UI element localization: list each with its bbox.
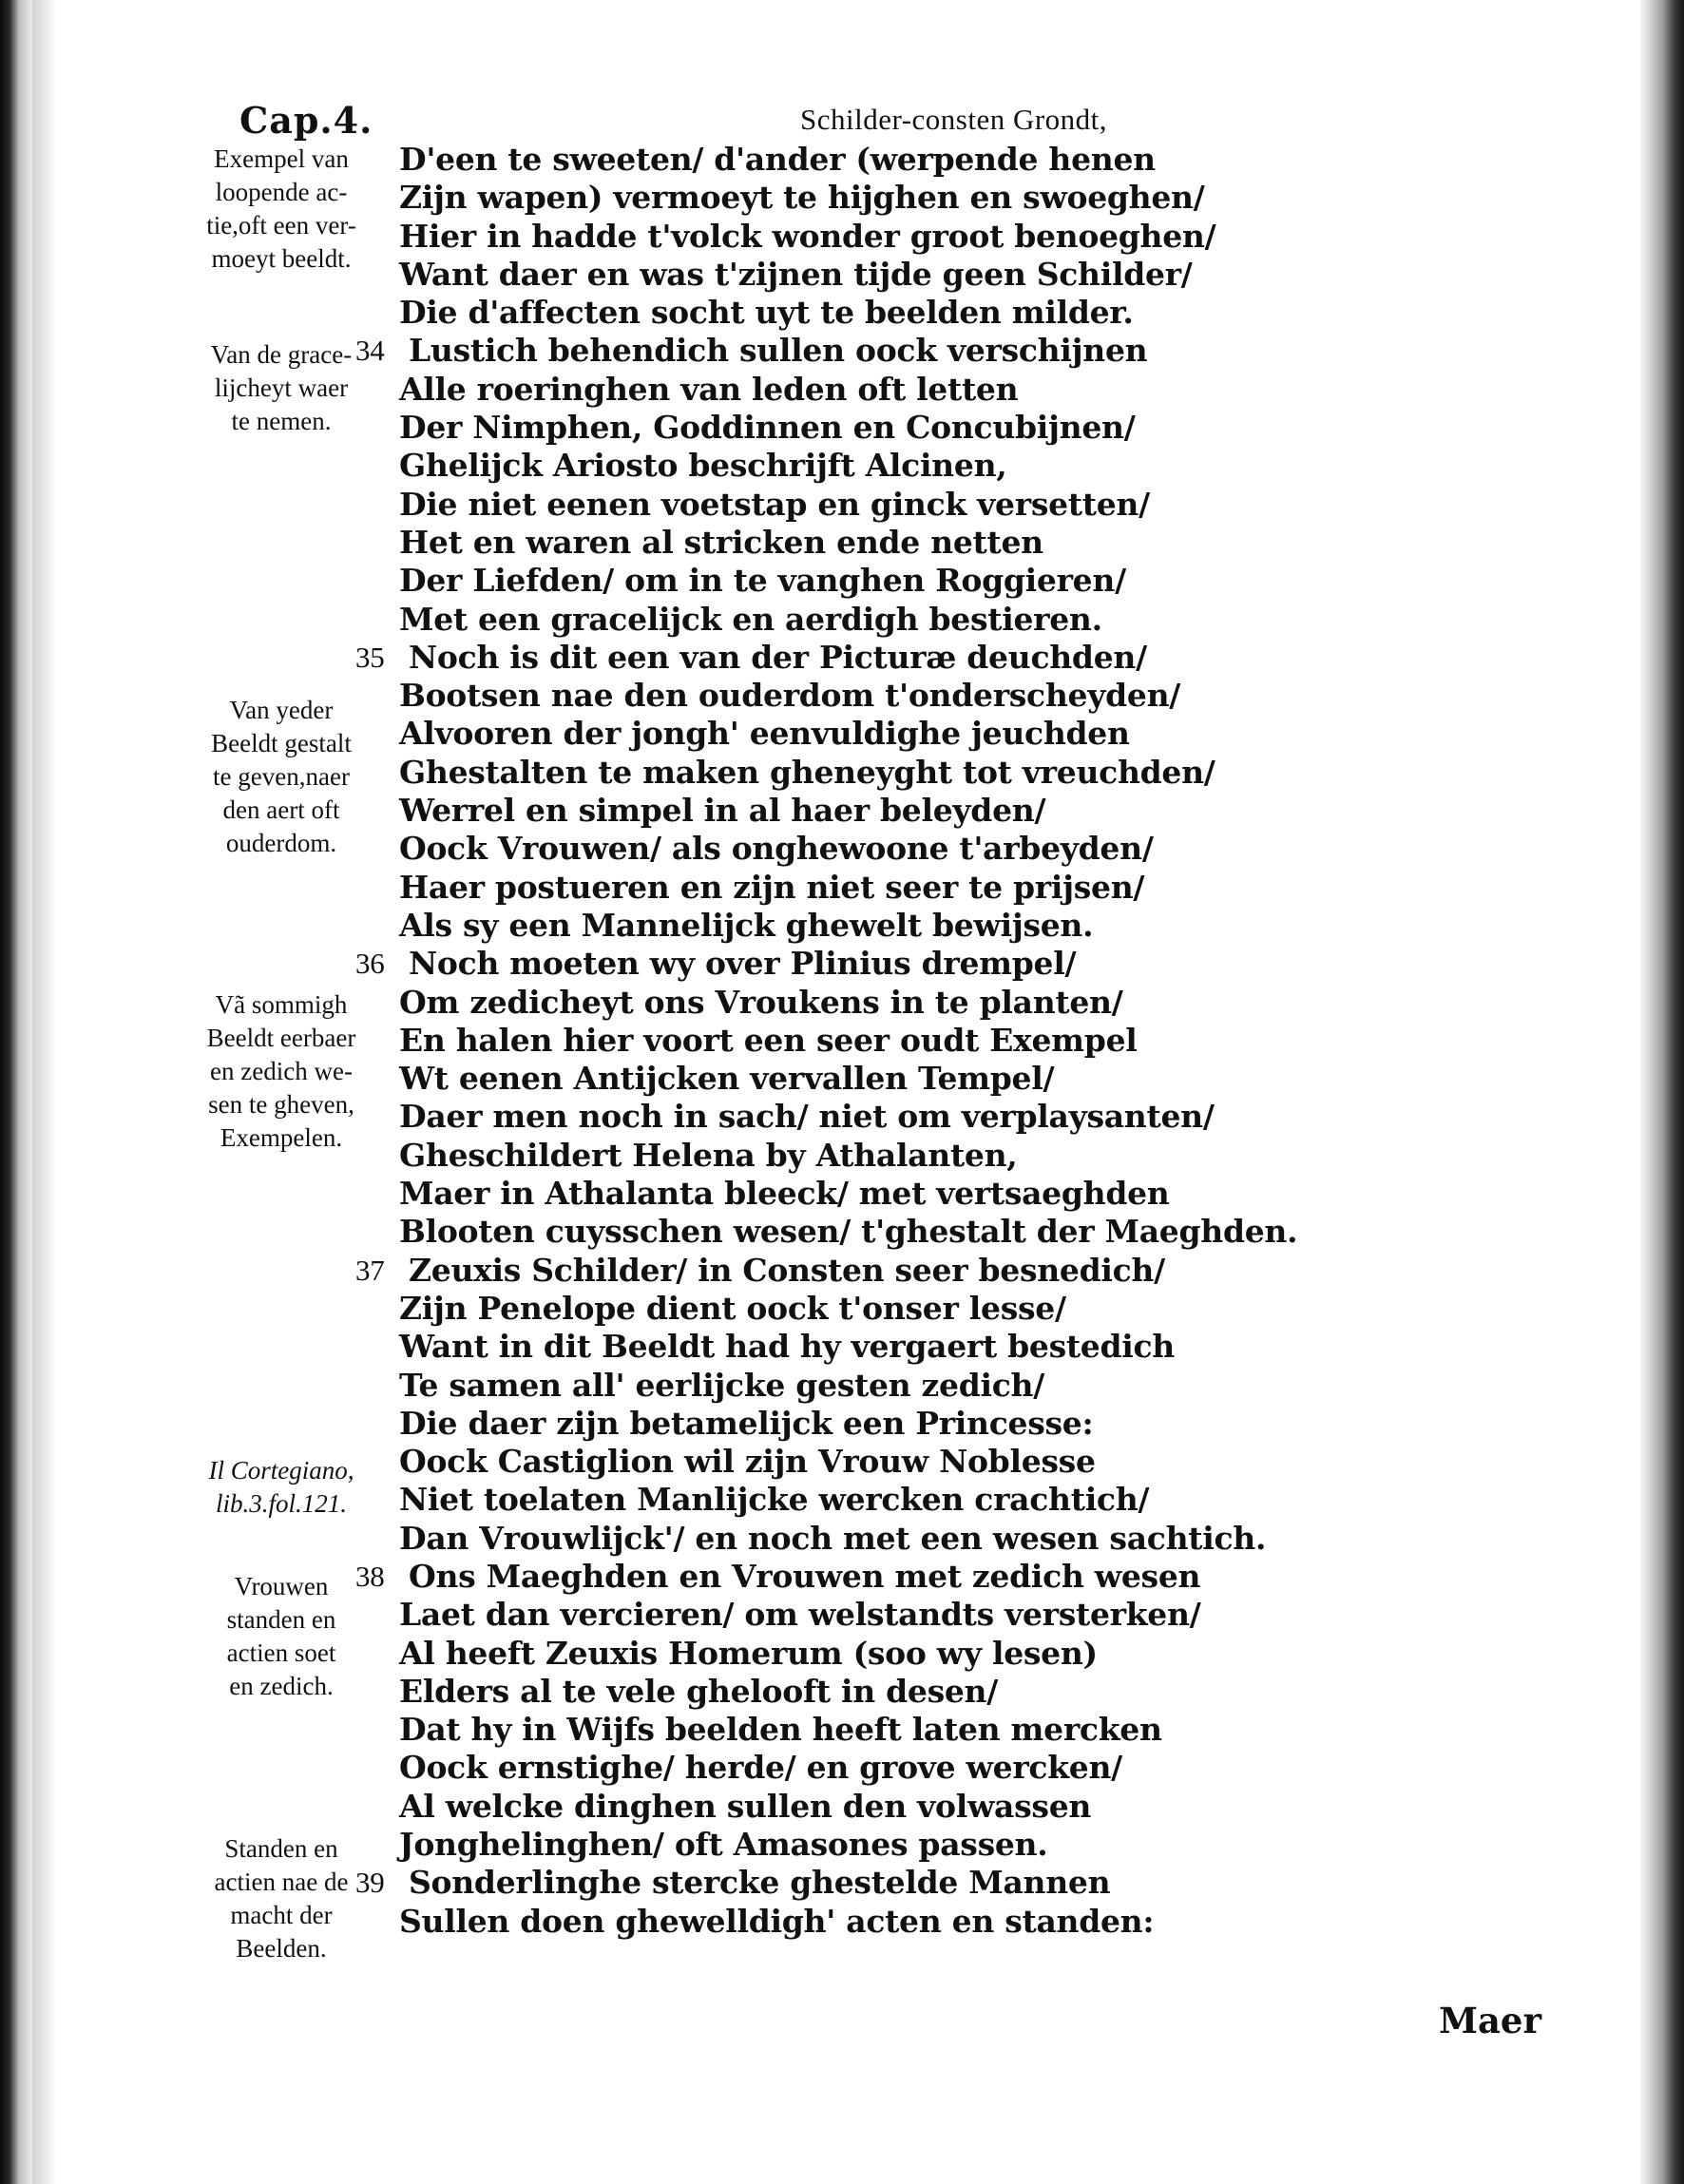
- margin-note-line: tie,oft een ver-: [206, 211, 356, 239]
- verse-line: [399, 1443, 1297, 1481]
- margin-note-vrouwen: [167, 1570, 395, 1703]
- scan-edge-left: [0, 0, 32, 2184]
- verse-text: Sonderlinghe stercke ghestelde Mannen: [409, 1864, 1111, 1902]
- verse-text: D'een te sweeten/ d'ander (werpende henen: [399, 141, 1156, 178]
- margin-note-line: Beeldt gestalt: [211, 729, 352, 757]
- verse-line: [399, 1903, 1297, 1941]
- verse-text: Zeuxis Schilder/ in Consten seer besnedich/: [409, 1251, 1165, 1289]
- margin-note-gestalt: [167, 694, 395, 860]
- verse-line: [399, 1481, 1297, 1519]
- verse-text: Der Liefden/ om in te vanghen Roggieren/: [399, 562, 1126, 600]
- verse-text: Alle roeringhen van leden oft letten: [399, 370, 1019, 408]
- catchword: Maer: [1439, 2000, 1541, 2041]
- verse-text: Haer postueren en zijn niet seer te prijsen/: [399, 868, 1145, 906]
- verse-line: [399, 1137, 1297, 1175]
- verse-line: [399, 218, 1297, 256]
- verse-text: Niet toelaten Manlijcke wercken crachtich/: [399, 1481, 1150, 1519]
- margin-note-line: Standen en: [224, 1834, 338, 1863]
- verse-block: [355, 141, 1298, 1941]
- verse-line: [399, 1290, 1297, 1328]
- verse-text: Want in dit Beeldt had hy vergaert bestedich: [399, 1328, 1175, 1366]
- verse-text: Al heeft Zeuxis Homerum (soo wy lesen): [399, 1634, 1098, 1672]
- verse-text: Met een gracelijck en aerdigh bestieren.: [399, 600, 1102, 638]
- chapter-heading: Cap.4.: [239, 99, 373, 142]
- verse-text: Der Nimphen, Goddinnen en Concubijnen/: [399, 409, 1136, 447]
- verse-line: [399, 1405, 1297, 1443]
- margin-note-line: lib.3.fol.121.: [215, 1489, 347, 1518]
- verse-line: [399, 1175, 1297, 1213]
- scan-edge-right: [1640, 0, 1684, 2184]
- verse-line: [399, 1788, 1297, 1826]
- margin-note-line: Vrouwen: [234, 1572, 329, 1600]
- verse-text: Ghelijck Ariosto beschrijft Alcinen,: [399, 447, 1007, 485]
- verse-text: Te samen all' eerlijcke gesten zedich/: [399, 1366, 1044, 1404]
- stanza-number: 35: [355, 640, 385, 674]
- margin-note-line: sen te gheven,: [208, 1090, 354, 1119]
- verse-text: Blooten cuysschen wesen/ t'ghestalt der Maeghden.: [399, 1213, 1298, 1251]
- verse-line: [399, 1098, 1297, 1136]
- verse-text: Het en waren al stricken ende netten: [399, 523, 1043, 561]
- verse-line: [399, 869, 1297, 907]
- margin-note-zedich: [167, 988, 395, 1155]
- verse-line: [399, 792, 1297, 830]
- verse-line: [399, 1367, 1297, 1405]
- verse-text: Sullen doen ghewelldigh' acten en standen:: [399, 1902, 1155, 1940]
- verse-text: Elders al te vele ghelooft in desen/: [399, 1672, 998, 1710]
- verse-text: Om zedicheyt ons Vroukens in te planten/: [399, 983, 1123, 1021]
- verse-text: Dat hy in Wijfs beelden heeft laten mercken: [399, 1711, 1162, 1749]
- verse-text: Alvooren der jongh' eenvuldighe jeuchden: [399, 715, 1130, 753]
- verse-text: Daer men noch in sach/ niet om verplaysanten/: [399, 1098, 1215, 1136]
- verse-line: [399, 371, 1297, 409]
- verse-line: [399, 562, 1297, 600]
- margin-note-line: Exempel van: [214, 144, 349, 173]
- verse-text: Al welcke dinghen sullen den volwassen: [399, 1787, 1092, 1825]
- verse-text: Noch moeten wy over Plinius drempel/: [409, 945, 1077, 983]
- verse-line: [399, 524, 1297, 562]
- margin-note-gracelijcheyt: [167, 338, 395, 438]
- margin-note-line: te geven,naer: [213, 762, 350, 791]
- stanza-number: 36: [355, 947, 385, 981]
- verse-line: [399, 1060, 1297, 1098]
- verse-line: [355, 332, 1297, 370]
- margin-note-standen: [167, 1832, 395, 1965]
- verse-line: [355, 1251, 1297, 1290]
- verse-line: [399, 601, 1297, 639]
- verse-text: Maer in Athalanta bleeck/ met vertsaeghden: [399, 1175, 1170, 1213]
- margin-note-line: Van yeder: [229, 696, 334, 724]
- running-title: Schilder-consten Grondt,: [800, 103, 1108, 136]
- verse-text: Dan Vrouwlijck'/ en noch met een wesen sachtich.: [399, 1519, 1267, 1557]
- verse-line: [399, 294, 1297, 332]
- margin-note-line: moeyt beeldt.: [211, 244, 352, 273]
- margin-note-line: Beeldt eerbaer: [206, 1024, 356, 1052]
- verse-text: Wt eenen Antijcken vervallen Tempel/: [399, 1060, 1055, 1098]
- verse-line: [399, 1596, 1297, 1634]
- verse-text: Oock ernstighe/ herde/ en grove wercken/: [399, 1749, 1122, 1787]
- verse-line: [399, 1635, 1297, 1673]
- verse-line: [399, 1711, 1297, 1749]
- verse-line: [399, 677, 1297, 715]
- verse-text: Hier in hadde t'volck wonder groot benoeghen/: [399, 217, 1216, 255]
- verse-line: [355, 1864, 1297, 1902]
- verse-line: [399, 715, 1297, 753]
- verse-line: [399, 409, 1297, 447]
- margin-note-line: Il Cortegiano,: [208, 1456, 354, 1485]
- verse-line: [399, 256, 1297, 294]
- verse-line: [399, 984, 1297, 1022]
- verse-line: [355, 1557, 1297, 1596]
- verse-line: [399, 179, 1297, 217]
- margin-note-line: Van de grace-: [210, 340, 353, 369]
- verse-text: Ghestalten te maken gheneyght tot vreuchden/: [399, 753, 1215, 791]
- verse-line: [355, 638, 1297, 677]
- margin-note-line: macht der: [230, 1901, 333, 1929]
- margin-note-line: den aert oft: [222, 795, 340, 824]
- stanza-number: 39: [355, 1866, 385, 1900]
- verse-text: Ons Maeghden en Vrouwen met zedich wesen: [409, 1557, 1201, 1595]
- verse-line: [399, 1022, 1297, 1060]
- verse-text: Laet dan vercieren/ om welstandts versterken/: [399, 1596, 1201, 1634]
- margin-note-cortegiano: [167, 1454, 395, 1521]
- verse-text: En halen hier voort een seer oudt Exempel: [399, 1021, 1138, 1059]
- stanza-number: 38: [355, 1559, 385, 1593]
- verse-text: Die niet eenen voetstap en ginck versetten/: [399, 485, 1150, 523]
- verse-line: [399, 754, 1297, 792]
- margin-note-line: Vã sommigh: [215, 990, 348, 1019]
- verse-text: Lustich behendich sullen oock verschijnen: [409, 332, 1148, 370]
- margin-note-line: loopende ac-: [215, 178, 348, 206]
- spine-shadow: [32, 0, 57, 2184]
- verse-line: [399, 1213, 1297, 1251]
- verse-text: Die d'affecten socht uyt te beelden milder.: [399, 294, 1134, 332]
- margin-note-line: te nemen.: [231, 407, 332, 435]
- verse-line: [355, 945, 1297, 983]
- margin-note-line: actien nae de: [214, 1868, 349, 1896]
- verse-line: [399, 1673, 1297, 1711]
- verse-line: [399, 1520, 1297, 1558]
- verse-text: Als sy een Mannelijck ghewelt bewijsen.: [399, 906, 1094, 944]
- margin-note-exempel: [167, 143, 395, 276]
- verse-line: [399, 486, 1297, 524]
- verse-line: [399, 447, 1297, 485]
- verse-text: Want daer en was t'zijnen tijde geen Schilder/: [399, 255, 1193, 293]
- verse-text: Zijn wapen) vermoeyt te hijghen en swoeghen/: [399, 179, 1205, 217]
- margin-note-line: en zedich we-: [210, 1057, 353, 1085]
- stanza-number: 37: [355, 1253, 385, 1287]
- verse-text: Oock Castiglion wil zijn Vrouw Noblesse: [399, 1443, 1096, 1481]
- margin-note-line: Beelden.: [236, 1934, 327, 1963]
- margin-note-line: lijcheyt waer: [214, 374, 349, 402]
- verse-line: [399, 830, 1297, 868]
- verse-line: [399, 1826, 1297, 1864]
- margin-note-line: actien soet: [226, 1638, 336, 1667]
- margin-note-line: standen en: [226, 1605, 336, 1634]
- verse-line: [399, 1328, 1297, 1366]
- verse-line: [399, 1749, 1297, 1787]
- verse-line: [399, 907, 1297, 945]
- verse-text: Bootsen nae den ouderdom t'onderscheyden/: [399, 677, 1181, 715]
- margin-note-line: Exempelen.: [220, 1123, 343, 1152]
- verse-text: Oock Vrouwen/ als onghewoone t'arbeyden/: [399, 830, 1154, 868]
- verse-text: Werrel en simpel in al haer beleyden/: [399, 792, 1046, 830]
- stanza-number: 34: [355, 334, 385, 368]
- verse-text: Gheschildert Helena by Athalanten,: [399, 1136, 1018, 1174]
- verse-line: [399, 141, 1297, 179]
- margin-note-line: en zedich.: [229, 1672, 334, 1700]
- verse-text: Jonghelinghen/ oft Amasones passen.: [399, 1826, 1048, 1864]
- verse-text: Die daer zijn betamelijck een Princesse:: [399, 1404, 1094, 1442]
- verse-text: Noch is dit een van der Picturæ deuchden/: [409, 638, 1147, 676]
- verse-text: Zijn Penelope dient oock t'onser lesse/: [399, 1289, 1066, 1327]
- margin-note-line: ouderdom.: [225, 829, 337, 857]
